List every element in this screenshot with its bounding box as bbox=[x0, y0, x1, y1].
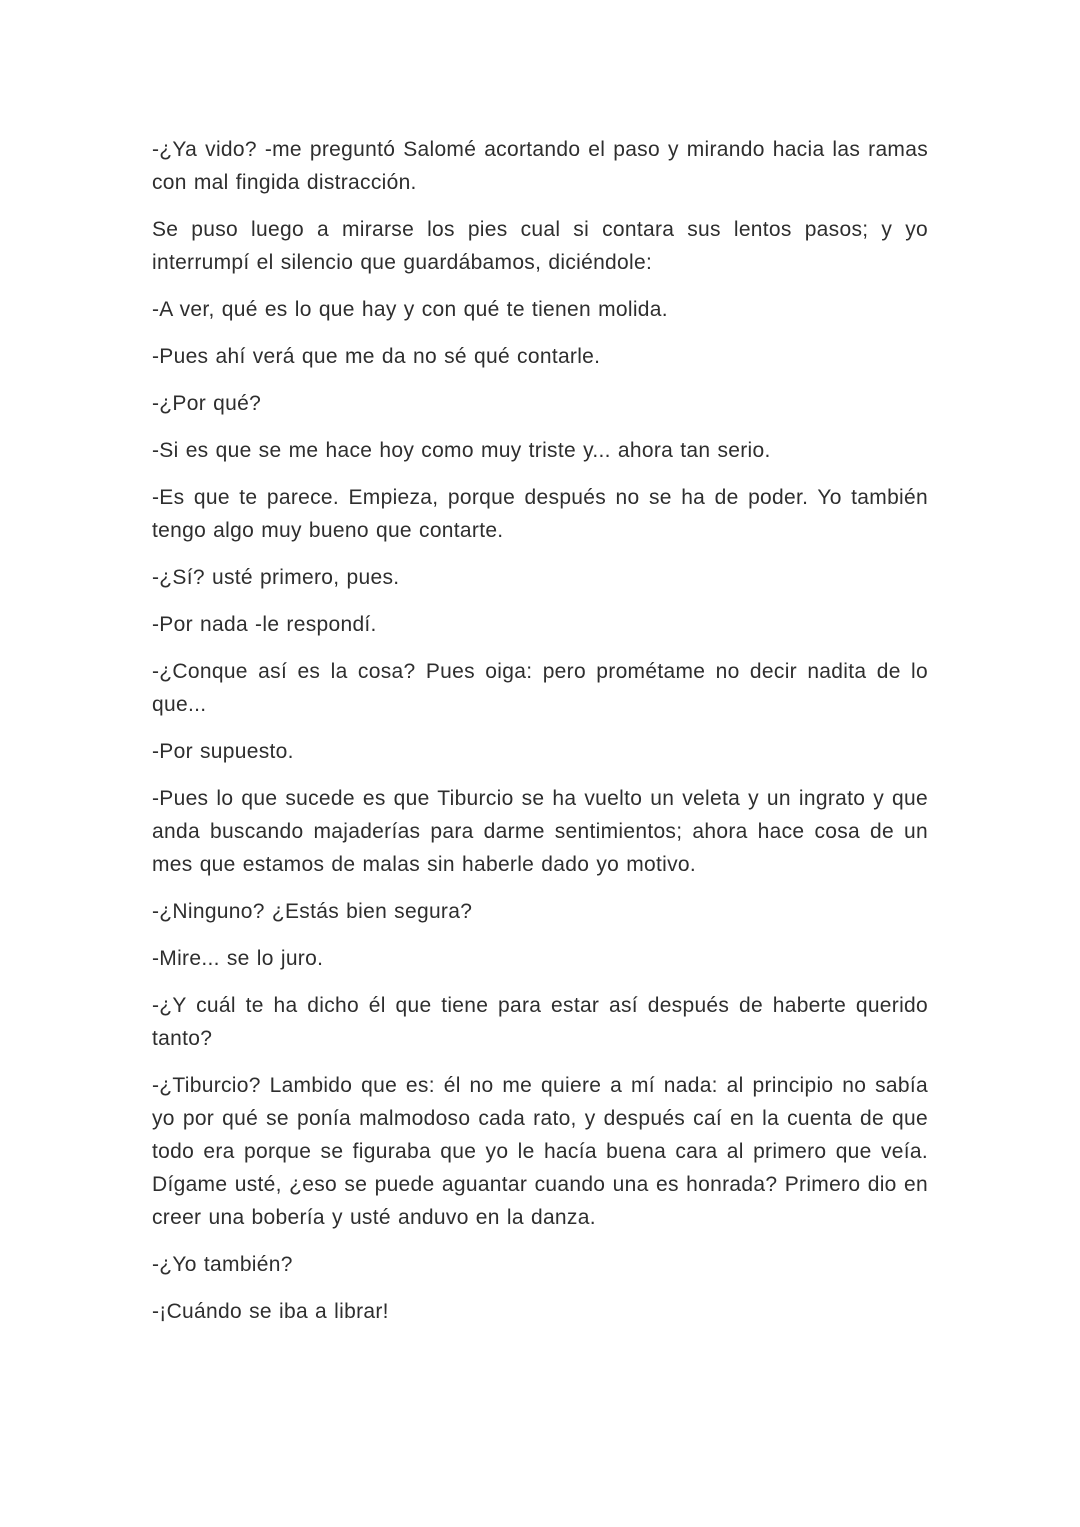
paragraph: Se puso luego a mirarse los pies cual si contara sus lentos pasos; y yo interrumpí el silencio que guardábamos, diciéndole: bbox=[152, 218, 928, 274]
paragraph: -¡Cuándo se iba a librar! bbox=[152, 1300, 389, 1323]
paragraph: -A ver, qué es lo que hay y con qué te tienen molida. bbox=[152, 298, 668, 321]
paragraph: -Mire... se lo juro. bbox=[152, 947, 324, 970]
paragraph: -Pues lo que sucede es que Tiburcio se ha vuelto un veleta y un ingrato y que anda buscando majaderías para darme sentimientos; ahora hace cosa de un mes que estamos de malas sin haberle dado yo motivo. bbox=[152, 787, 928, 876]
paragraph: -Por supuesto. bbox=[152, 740, 294, 763]
paragraph: -¿Sí? usté primero, pues. bbox=[152, 566, 400, 589]
paragraph: -Por nada -le respondí. bbox=[152, 613, 377, 636]
paragraph: -¿Y cuál te ha dicho él que tiene para estar así después de haberte querido tanto? bbox=[152, 994, 928, 1050]
paragraph: -Pues ahí verá que me da no sé qué contarle. bbox=[152, 345, 601, 368]
paragraph: -Si es que se me hace hoy como muy triste y... ahora tan serio. bbox=[152, 439, 771, 462]
paragraph: -¿Ya vido? -me preguntó Salomé acortando el paso y mirando hacia las ramas con mal fingida distracción. bbox=[152, 138, 928, 194]
paragraph: -¿Por qué? bbox=[152, 392, 262, 415]
paragraph: -¿Yo también? bbox=[152, 1253, 293, 1276]
paragraph: -¿Conque así es la cosa? Pues oiga: pero prométame no decir nadita de lo que... bbox=[152, 660, 928, 716]
paragraph: -Es que te parece. Empieza, porque después no se ha de poder. Yo también tengo algo muy bueno que contarte. bbox=[152, 486, 928, 542]
paragraph: -¿Ninguno? ¿Estás bien segura? bbox=[152, 900, 473, 923]
paragraph: -¿Tiburcio? Lambido que es: él no me quiere a mí nada: al principio no sabía yo por qué se ponía malmodoso cada rato, y después caí en la cuenta de que todo era porque se figuraba que yo le hacía buena cara al primero que veía. Dígame usté, ¿eso se puede aguantar cuando una es honrada? Primero dio en creer una bobería y usté anduvo en la danza. bbox=[152, 1074, 928, 1229]
